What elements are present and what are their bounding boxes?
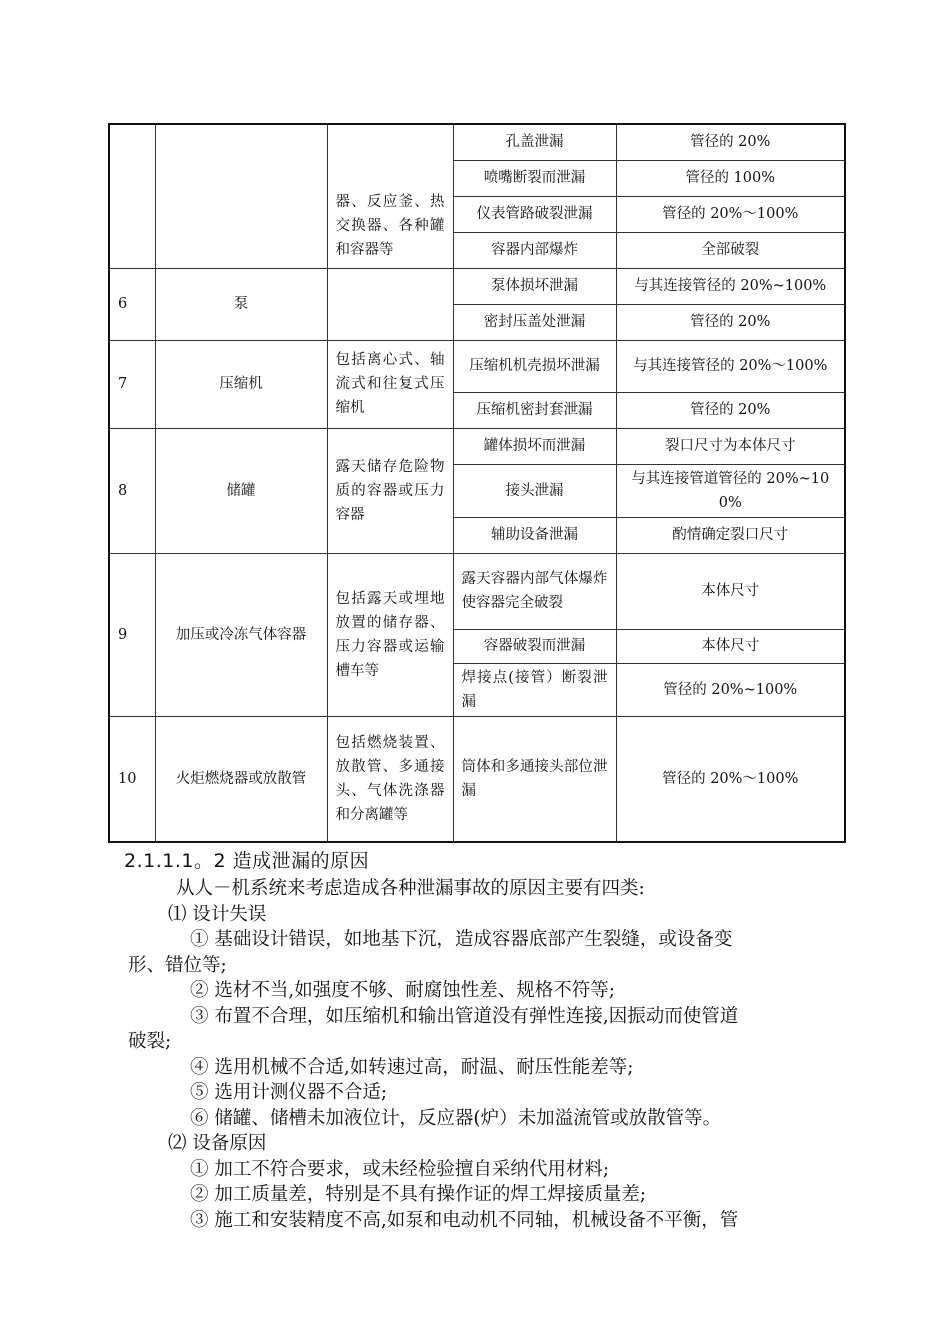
table-row <box>109 268 845 304</box>
leak-size: 管径的 20%~100% <box>616 663 845 716</box>
leak-size: 裂口尺寸为本体尺寸 <box>616 428 845 464</box>
list-item: ③ 施工和安装精度不高,如泵和电动机不同轴，机械设备不平衡，管 <box>190 1209 739 1231</box>
leak-mode: 焊接点(接管）断裂泄漏 <box>453 663 616 716</box>
leak-size: 管径的 20%～100% <box>616 716 845 842</box>
leak-size: 管径的 20% <box>616 392 845 428</box>
table-row <box>109 124 845 160</box>
list-item: ① 加工不符合要求，或未经检验擅自采纳代用材料; <box>190 1158 610 1180</box>
table-row <box>109 553 845 629</box>
equipment-description: 包括离心式、轴流式和往复式压缩机 <box>327 340 453 428</box>
list-item: ② 选材不当,如强度不够、耐腐蚀性差、规格不符等; <box>190 980 615 1001</box>
equipment-name: 泵 <box>155 268 327 340</box>
intro-paragraph: 从人－机系统来考虑造成各种泄漏事故的原因主要有四类: <box>176 878 645 899</box>
leak-mode: 接头泄漏 <box>453 464 616 517</box>
equipment-description: 包括燃烧装置、放散管、多通接头、气体洗涤器和分离罐等 <box>327 716 453 842</box>
row-number <box>109 124 155 268</box>
equipment-name: 压缩机 <box>155 340 327 428</box>
leak-size: 与其连接管道管径的 20%~100% <box>616 464 845 517</box>
leak-size: 与其连接管径的 20%～100% <box>616 340 845 392</box>
leak-size: 本体尺寸 <box>616 553 845 629</box>
leak-mode: 喷嘴断裂而泄漏 <box>453 160 616 196</box>
list-item: ⑤ 选用计测仪器不合适; <box>190 1082 388 1103</box>
list-item: ② 加工质量差，特别是不具有操作证的焊工焊接质量差; <box>190 1184 647 1205</box>
table-row <box>109 340 845 392</box>
leak-size: 管径的 20% <box>616 124 845 160</box>
list-item: 破裂; <box>128 1031 172 1052</box>
leak-size: 与其连接管径的 20%~100% <box>616 268 845 304</box>
row-number: 7 <box>109 340 155 428</box>
leak-mode: 压缩机密封套泄漏 <box>453 392 616 428</box>
leak-size: 酌情确定裂口尺寸 <box>616 517 845 553</box>
equipment-description: 包括露天或埋地放置的储存器、压力容器或运输槽车等 <box>327 553 453 716</box>
equipment-description: 器、反应釜、热交换器、各种罐和容器等 <box>327 124 453 268</box>
row-number: 8 <box>109 428 155 553</box>
leak-mode: 辅助设备泄漏 <box>453 517 616 553</box>
list-item: ④ 选用机械不合适,如转速过高，耐温、耐压性能差等; <box>190 1056 634 1078</box>
equipment-name: 加压或冷冻气体容器 <box>155 553 327 716</box>
leak-size: 管径的 20% <box>616 304 845 340</box>
equipment-name: 储罐 <box>155 428 327 553</box>
leak-size: 管径的 100% <box>616 160 845 196</box>
body-text <box>128 876 862 1233</box>
leak-mode: 筒体和多通接头部位泄漏 <box>453 716 616 842</box>
equipment-name <box>155 124 327 268</box>
leak-mode: 容器破裂而泄漏 <box>453 629 616 663</box>
leak-size: 管径的 20%～100% <box>616 196 845 232</box>
equipment-description: 露天储存危险物质的容器或压力容器 <box>327 428 453 553</box>
leak-mode: 泵体损坏泄漏 <box>453 268 616 304</box>
table-row <box>109 428 845 464</box>
row-number: 9 <box>109 553 155 716</box>
list-item: ③ 布置不合理，如压缩机和输出管道没有弹性连接,因振动而使管道 <box>190 1005 739 1027</box>
design-heading: ⑴ 设计失误 <box>168 903 267 925</box>
row-number: 10 <box>109 716 155 842</box>
leak-mode: 压缩机机壳损坏泄漏 <box>453 340 616 392</box>
list-item: 形、错位等; <box>128 954 227 976</box>
leak-mode: 密封压盖处泄漏 <box>453 304 616 340</box>
equipment-name: 火炬燃烧器或放散管 <box>155 716 327 842</box>
list-item: ① 基础设计错误，如地基下沉，造成容器底部产生裂缝，或设备变 <box>190 929 733 950</box>
equipment-description <box>327 268 453 340</box>
leak-mode: 罐体损坏而泄漏 <box>453 428 616 464</box>
row-number: 6 <box>109 268 155 340</box>
section-heading: 2.1.1.1。2 造成泄漏的原因 <box>124 850 370 872</box>
leak-size: 本体尺寸 <box>616 629 845 663</box>
leak-mode: 露天容器内部气体爆炸使容器完全破裂 <box>453 553 616 629</box>
table-row <box>109 716 845 842</box>
leak-mode: 容器内部爆炸 <box>453 232 616 268</box>
list-item: ⑥ 储罐、储槽未加液位计，反应器(炉）未加溢流管或放散管等。 <box>190 1107 722 1129</box>
leak-table <box>108 123 846 843</box>
equipment-heading: ⑵ 设备原因 <box>168 1133 267 1154</box>
leak-mode: 孔盖泄漏 <box>453 124 616 160</box>
leak-mode: 仪表管路破裂泄漏 <box>453 196 616 232</box>
leak-size: 全部破裂 <box>616 232 845 268</box>
